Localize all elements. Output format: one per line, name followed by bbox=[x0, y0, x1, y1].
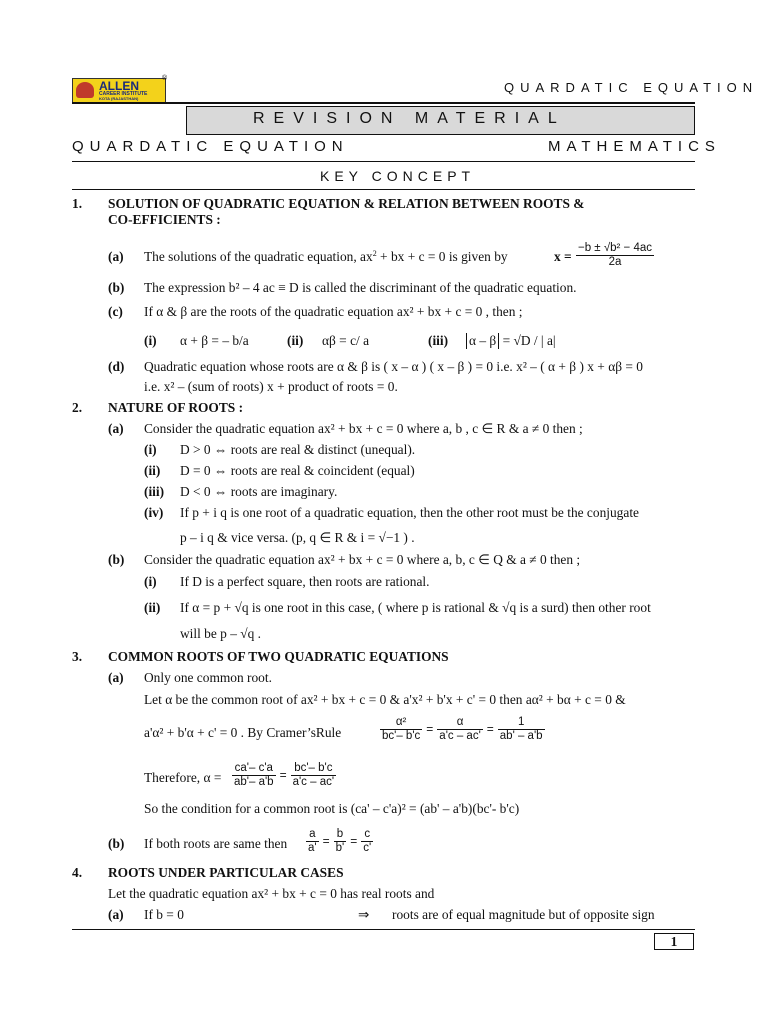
registered-mark: ® bbox=[162, 75, 168, 82]
s2a-label: (a) bbox=[108, 421, 124, 436]
s2a-text: Consider the quadratic equation ax² + bx + c = 0 where a, b , c ∈ R & a ≠ 0 then ; bbox=[144, 421, 583, 436]
page-number: 1 bbox=[654, 933, 694, 950]
s3-cramer: a'α² + b'α + c' = 0 . By Cramer’sRule bbox=[144, 725, 342, 740]
s1b-label: (b) bbox=[108, 280, 125, 295]
banner-rule-1 bbox=[72, 161, 695, 162]
s3a-text: Only one common root. bbox=[144, 670, 272, 685]
s1d-text-2: i.e. x² – (sum of roots) x + product of roots = 0. bbox=[144, 379, 398, 394]
implies-arrow: ⇒ bbox=[358, 907, 370, 922]
s2a-iii-text: D < 0 ⇔ roots are imaginary. bbox=[180, 484, 338, 499]
s1c-iii-text: α – β = √D / | a| bbox=[466, 333, 556, 349]
s2-num: 2. bbox=[72, 400, 83, 415]
s4a-label: (a) bbox=[108, 907, 124, 922]
s3b-text: If both roots are same then bbox=[144, 836, 288, 851]
header-rule bbox=[72, 102, 695, 104]
revision-banner bbox=[186, 106, 695, 135]
s4-title: ROOTS UNDER PARTICULAR CASES bbox=[108, 865, 344, 880]
s2b-ii-text: If α = p + √q is one root in this case, ( where p is rational & √q is a surd) then other root bbox=[180, 600, 651, 615]
logo-tag: KOTA (RAJASTHAN) bbox=[99, 96, 139, 101]
s2a-iv-text: If p + i q is one root of a quadratic equation, then the other root must be the conjugate bbox=[180, 505, 639, 520]
s4a-text: If b = 0 bbox=[144, 907, 184, 922]
logo-sub: CAREER INSTITUTE bbox=[99, 91, 148, 97]
s2-title: NATURE OF ROOTS : bbox=[108, 400, 244, 415]
s2a-iv-label: (iv) bbox=[144, 505, 164, 520]
s1-title-2: CO-EFFICIENTS : bbox=[108, 212, 221, 227]
quadratic-formula: $\frac{\text{−b ± √b² − 4ac}}{2a}$ bbox=[578, 242, 652, 268]
s3-therefore: Therefore, α = bbox=[144, 770, 222, 785]
banner-left: QUARDATIC EQUATION bbox=[72, 138, 349, 155]
s1-num: 1. bbox=[72, 196, 83, 211]
s1a-label: (a) bbox=[108, 249, 124, 264]
s2a-iii-label: (iii) bbox=[144, 484, 165, 499]
s2b-ii-text-2: will be p – √q . bbox=[180, 626, 261, 641]
s1c-ii-label: (ii) bbox=[287, 333, 304, 348]
s1d-text: Quadratic equation whose roots are α & β is ( x – α ) ( x – β ) = 0 i.e. x² – ( α + β ) x + αβ = 0 bbox=[144, 359, 643, 374]
s2b-i-text: If D is a perfect square, then roots are rational. bbox=[180, 574, 430, 589]
s1c-ii-text: αβ = c/ a bbox=[322, 333, 370, 348]
s1c-text: If α & β are the roots of the quadratic equation ax² + bx + c = 0 , then ; bbox=[144, 304, 523, 319]
s3-let: Let α be the common root of ax² + bx + c = 0 & a'x² + b'x + c' = 0 then aα² + bα + c = 0 & bbox=[144, 692, 626, 707]
s2b-label: (b) bbox=[108, 552, 125, 567]
s2a-ii-text: D = 0 ⇔ roots are real & coincident (equal) bbox=[180, 463, 415, 478]
s2b-text: Consider the quadratic equation ax² + bx + c = 0 where a, b, c ∈ Q & a ≠ 0 then ; bbox=[144, 552, 581, 567]
logo-text: ALLEN bbox=[99, 79, 139, 93]
s2a-i-text: D > 0 ⇔ roots are real & distinct (unequal). bbox=[180, 442, 416, 457]
s2a-i-label: (i) bbox=[144, 442, 157, 457]
banner-right: MATHEMATICS bbox=[548, 138, 721, 155]
s2a-ii-label: (ii) bbox=[144, 463, 161, 478]
s2b-i-label: (i) bbox=[144, 574, 157, 589]
s1c-iii-label: (iii) bbox=[428, 333, 449, 348]
s4-let: Let the quadratic equation ax² + bx + c = 0 has real roots and bbox=[108, 886, 435, 901]
s3a-label: (a) bbox=[108, 670, 124, 685]
s1a-text: The solutions of the quadratic equation, $ax^2$ + bx + c = 0 is given by bbox=[144, 249, 508, 264]
cramer-fractions: $\frac{\text{α²}}{bc'- b'c}$ = $\frac{\alpha}{a'c - ac'}$ = $\frac{1}{ab' - a'b}$ bbox=[382, 716, 543, 742]
s3b-label: (b) bbox=[108, 836, 125, 851]
same-roots-fractions: $\frac{a}{a'}$ = $\frac{b}{b'}$ = $\frac{c}{c'}$ bbox=[308, 828, 372, 854]
banner-rule-2 bbox=[72, 189, 695, 190]
s3-condition: So the condition for a common root is (ca' – c'a)² = (ab' – a'b)(bc'- b'c) bbox=[144, 801, 520, 816]
s2b-ii-label: (ii) bbox=[144, 600, 161, 615]
s4-num: 4. bbox=[72, 865, 83, 880]
key-concept: KEY CONCEPT bbox=[320, 168, 476, 184]
s2a-iv-text-2: p – i q & vice versa. (p, q ∈ R & i = √−1 ) . bbox=[180, 530, 415, 545]
s1c-label: (c) bbox=[108, 304, 123, 319]
s1d-label: (d) bbox=[108, 359, 125, 374]
s1c-i-label: (i) bbox=[144, 333, 157, 348]
footer-rule bbox=[72, 929, 695, 930]
s3-title: COMMON ROOTS OF TWO QUADRATIC EQUATIONS bbox=[108, 649, 449, 664]
s3-num: 3. bbox=[72, 649, 83, 664]
alpha-fractions: $\frac{ca'- c'a}{ab'- a'b}$ = $\frac{bc'- b'c}{a'c - ac'}$ bbox=[234, 762, 335, 788]
s4a-result: roots are of equal magnitude but of opposite sign bbox=[392, 907, 655, 922]
banner-title: REVISION MATERIAL bbox=[253, 110, 566, 127]
s1b-text: The expression b² – 4 ac ≡ D is called the discriminant of the quadratic equation. bbox=[144, 280, 577, 295]
s1a-x: x = bbox=[554, 249, 572, 264]
s1c-i-text: α + β = – b/a bbox=[180, 333, 249, 348]
allen-logo bbox=[72, 78, 166, 104]
header-topic: QUARDATIC EQUATION bbox=[504, 80, 759, 95]
s1-title: SOLUTION OF QUADRATIC EQUATION & RELATION BETWEEN ROOTS & bbox=[108, 196, 585, 211]
